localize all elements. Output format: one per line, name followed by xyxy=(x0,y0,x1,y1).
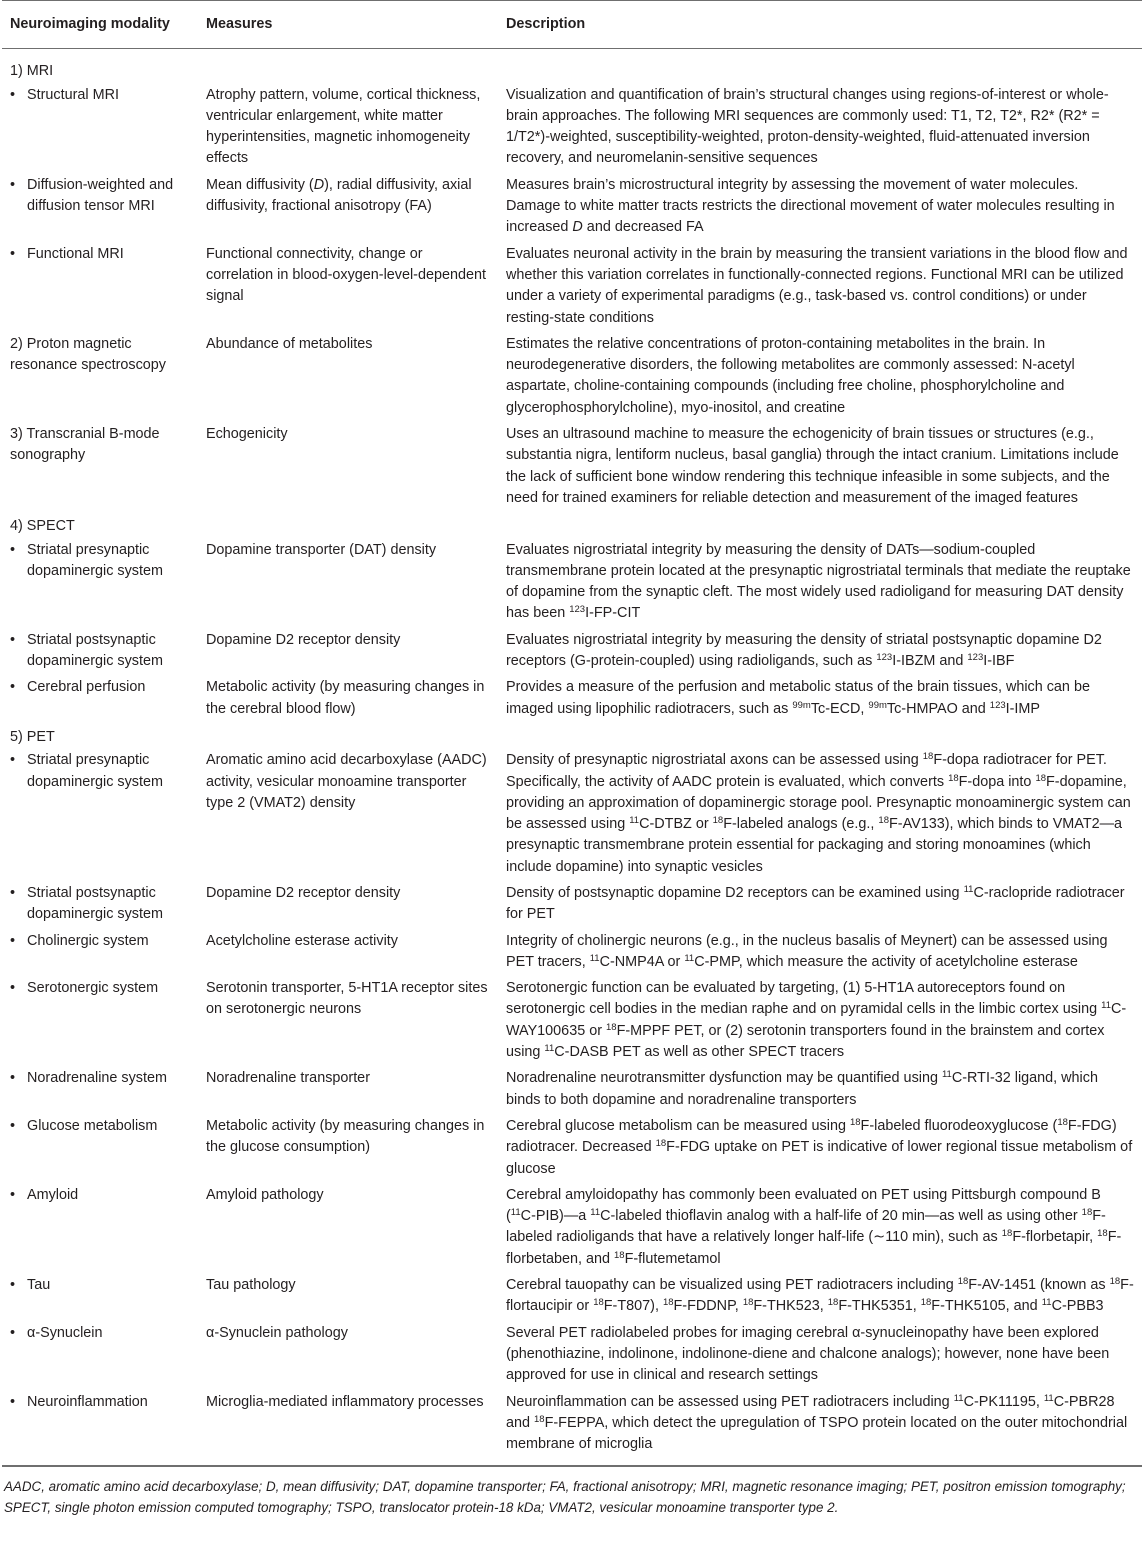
superscript: 99m xyxy=(792,699,811,711)
description-cell: Cerebral amyloidopathy has commonly been evaluated on PET using Pittsburgh compound B ($^{11}$C-PIB)—a $^{11}$C-labeled thioflavin analog with a half-life of 20 min—as well as using other $^{18}$F-labeled radioligands that have a relatively longer half-life (∼110 min), such as $^{18}$F-florbetapir, $^{18}$F-florbetaben, and $^{18}$F-flutemetamol xyxy=(506,1186,1122,1267)
table-row xyxy=(2,929,1142,977)
table-row xyxy=(2,1114,1142,1183)
superscript: 11 xyxy=(1041,1297,1052,1309)
modality-cell xyxy=(2,1183,198,1273)
table-footnote: AADC, aromatic amino acid decarboxylase; D, mean diffusivity; DAT, dopamine transporter; FA, fractional anisotropy; MRI, magnetic resonance imaging; PET, positron emission tomography; SPECT, single photon emission computed tomography; TSPO, translocator protein-18 kDa; VMAT2, vesicular monoamine transporter type 2. xyxy=(2,1466,1142,1517)
header-modality: Neuroimaging modality xyxy=(2,1,198,49)
superscript: 11 xyxy=(510,1207,521,1219)
description-cell: Integrity of cholinergic neurons (e.g., in the nucleus basalis of Meynert) can be assessed using PET tracers, $^{11}$C-NMP4A or $^{11}$C-PMP, which measure the activity of acetylcholine esterase xyxy=(506,932,1108,970)
table-row xyxy=(2,332,1142,422)
modality-cell xyxy=(2,332,198,422)
modality-label: 2) Proton magnetic resonance spectroscopy xyxy=(10,335,166,374)
table-row xyxy=(2,675,1142,723)
superscript: 11 xyxy=(1043,1392,1054,1404)
description-cell: Evaluates nigrostriatal integrity by measuring the density of striatal postsynaptic dopamine D2 receptors (G-protein-coupled) using radioligands, such as $^{123}$I-IBZM and $^{123}$I-IBF xyxy=(506,631,1102,670)
superscript: 18 xyxy=(920,1297,932,1309)
superscript: 18 xyxy=(655,1138,667,1150)
section-label: 1) MRI xyxy=(10,63,54,80)
description-cell: Evaluates neuronal activity in the brain by measuring the transient variations in the blood flow and whether this variation correlates in functionally-connected regions. Functional MRI can be utilized under a variety of experimental paradigms (e.g., task-based vs. control conditions) or under resting-state conditions xyxy=(506,245,1128,326)
table-row xyxy=(2,83,1142,173)
measures-cell: Serotonin transporter, 5-HT1A receptor sites on serotonergic neurons xyxy=(206,980,488,1018)
measures-cell: Dopamine D2 receptor density xyxy=(206,884,401,901)
italic-text: D xyxy=(572,219,583,236)
superscript: 11 xyxy=(590,1207,601,1219)
bulleted-modality-label: • Cerebral perfusion xyxy=(10,677,190,698)
superscript: 18 xyxy=(614,1249,625,1261)
table-header xyxy=(2,1,1142,49)
bulleted-modality-label: • Diffusion-weighted and diffusion tensor MRI xyxy=(10,175,190,218)
neuroimaging-table xyxy=(2,0,1142,1466)
superscript: 18 xyxy=(922,751,934,763)
section-row xyxy=(2,49,1142,83)
modality-cell xyxy=(2,1321,198,1390)
superscript: 11 xyxy=(589,952,600,964)
bulleted-modality-label: • Glucose metabolism xyxy=(10,1116,190,1137)
measures-cell: Echogenicity xyxy=(206,426,288,443)
description-cell: Uses an ultrasound machine to measure the echogenicity of brain tissues or structures (e.g., substantia nigra, lentiform nucleus, basal ganglia) through the intact cranium. Limitations include the lack of sufficient bone window rendering this technique infeasible in some subjects, and the need for trained examiners for reliable detection and measurement of the imaged features xyxy=(506,426,1119,506)
measures-cell: Metabolic activity (by measuring changes in the cerebral blood flow) xyxy=(206,679,485,717)
bulleted-modality-label: • Striatal presynaptic dopaminergic system xyxy=(10,750,190,793)
table-row xyxy=(2,538,1142,628)
superscript: 123 xyxy=(989,699,1006,711)
bulleted-modality-label: • Neuroinflammation xyxy=(10,1392,190,1413)
superscript: 123 xyxy=(569,604,586,616)
table-row xyxy=(2,1066,1142,1114)
modality-cell xyxy=(2,976,198,1066)
modality-cell xyxy=(2,1114,198,1183)
description-cell: Evaluates nigrostriatal integrity by measuring the density of DATs—sodium-coupled transmembrane protein located at the presynaptic nigrostriatal terminals that mediate the reuptake of dopamine from the synaptic cleft. The most widely used radioligand for measuring DAT density has been $^{123}$I-FP-CIT xyxy=(506,541,1131,622)
modality-cell xyxy=(2,173,198,242)
measures-cell: Mean diffusivity (D), radial diffusivity, axial diffusivity, fractional anisotropy (FA) xyxy=(206,176,472,215)
bulleted-modality-label: • Cholinergic system xyxy=(10,931,190,952)
description-cell: Cerebral tauopathy can be visualized using PET radiotracers including $^{18}$F-AV-1451 (known as $^{18}$F-flortaucipir or $^{18}$F-T807), $^{18}$F-FDDNP, $^{18}$F-THK523, $^{18}$F-THK5351, $^{18}$F-THK5105, and $^{11}$C-PBB3 xyxy=(506,1276,1134,1315)
measures-cell: Tau pathology xyxy=(206,1277,296,1294)
superscript: 18 xyxy=(534,1413,545,1425)
modality-cell xyxy=(2,929,198,977)
table-row xyxy=(2,1183,1142,1273)
measures-cell: Microglia-mediated inflammatory processes xyxy=(198,1390,498,1466)
superscript: 18 xyxy=(1097,1228,1108,1240)
bulleted-modality-label: • Serotonergic system xyxy=(10,978,190,999)
table-row xyxy=(2,976,1142,1066)
measures-cell: Functional connectivity, change or correlation in blood-oxygen-level-dependent signal xyxy=(206,245,486,305)
italic-text: D xyxy=(313,176,325,193)
bulleted-modality-label: • Functional MRI xyxy=(10,244,190,265)
measures-cell: Dopamine D2 receptor density xyxy=(206,631,401,648)
description-cell: Density of presynaptic nigrostriatal axons can be assessed using $^{18}$F-dopa radiotracer for PET. Specifically, the activity of AADC protein is evaluated, which converts $^{18}$F-dopa into $^{18}$F-dopamine, providing an approximation of dopaminergic storage pool. Presynaptic monoaminergic system can be assessed using $^{11}$C-DTBZ or $^{18}$F-labeled analogs (e.g., $^{18}$F-AV133), which binds to VMAT2—a presynaptic transmembrane protein essential for packaging and storing monoamines (which include dopamine) into synaptic vesicles xyxy=(506,751,1131,875)
superscript: 11 xyxy=(544,1043,555,1055)
table-body xyxy=(2,49,1142,1466)
modality-cell xyxy=(2,1273,198,1321)
description-cell: Several PET radiolabeled probes for imaging cerebral α-synucleinopathy have been explored (phenothiazine, indolinone, indolinone-diene and chalcone analogs); however, none have been approved for use in clinical and research settings xyxy=(506,1324,1110,1384)
modality-label: 3) Transcranial B-mode sonography xyxy=(10,426,160,464)
section-label: 5) PET xyxy=(10,728,55,745)
superscript: 18 xyxy=(827,1297,839,1309)
superscript: 11 xyxy=(941,1069,952,1081)
bulleted-modality-label: • Striatal postsynaptic dopaminergic system xyxy=(10,883,190,926)
table-row xyxy=(2,422,1142,512)
superscript: 123 xyxy=(876,652,893,664)
superscript: 18 xyxy=(606,1021,617,1033)
modality-cell xyxy=(2,628,198,676)
table-row xyxy=(2,628,1142,676)
bulleted-modality-label: • Striatal presynaptic dopaminergic system xyxy=(10,540,190,583)
superscript: 18 xyxy=(1035,772,1047,784)
bulleted-modality-label: • Amyloid xyxy=(10,1185,190,1206)
table-row xyxy=(2,173,1142,242)
superscript: 18 xyxy=(957,1276,969,1288)
superscript: 123 xyxy=(967,652,984,664)
measures-cell: Noradrenaline transporter xyxy=(206,1070,370,1087)
measures-cell: Abundance of metabolites xyxy=(206,335,373,352)
description-cell: Serotonergic function can be evaluated by targeting, (1) 5-HT1A autoreceptors found on serotonergic cell bodies in the median raphe and on pyramidal cells in the limbic cortex using $^{11}$C-WAY100635 or $^{18}$F-MPPF PET, or (2) serotonin transporters found in the brainstem and cortex using $^{11}$C-DASB PET as well as other SPECT tracers xyxy=(506,980,1127,1061)
measures-cell: Aromatic amino acid decarboxylase (AADC) activity, vesicular monoamine transporter type 2 (VMAT2) density xyxy=(206,752,487,811)
superscript: 99m xyxy=(868,699,887,711)
superscript: 11 xyxy=(953,1392,964,1404)
description-cell: Noradrenaline neurotransmitter dysfunction may be quantified using $^{11}$C-RTI-32 ligand, which binds to both dopamine and noradrenaline transporters xyxy=(506,1069,1098,1108)
modality-cell xyxy=(2,242,198,332)
superscript: 11 xyxy=(684,952,695,964)
bulleted-modality-label: • α-Synuclein xyxy=(10,1323,190,1344)
measures-cell: Atrophy pattern, volume, cortical thickness, ventricular enlargement, white matter hyperintensities, magnetic inhomogeneity effects xyxy=(206,86,481,167)
header-row xyxy=(2,1,1142,49)
table-row xyxy=(2,242,1142,332)
header-description: Description xyxy=(498,1,1142,49)
modality-cell xyxy=(2,83,198,173)
section-row xyxy=(2,512,1142,537)
description-cell: Cerebral glucose metabolism can be measured using $^{18}$F-labeled fluorodeoxyglucose ($^{18}$F-FDG) radiotracer. Decreased $^{18}$F-FDG uptake on PET is indicative of lower regional tissue metabolism of glucose xyxy=(506,1116,1133,1177)
description-cell: Provides a measure of the perfusion and metabolic status of the brain tissues, which can be imaged using lipophilic radiotracers, such as $^{99m}$Tc-ECD, $^{99m}$Tc-HMPAO and $^{123}$I-IMP xyxy=(506,679,1090,717)
measures-cell: Amyloid pathology xyxy=(206,1186,324,1203)
table-row xyxy=(2,748,1142,881)
bulleted-modality-label: • Striatal postsynaptic dopaminergic system xyxy=(10,630,190,673)
table-row xyxy=(2,1273,1142,1321)
superscript: 18 xyxy=(1109,1276,1121,1288)
bulleted-modality-label: • Noradrenaline system xyxy=(10,1068,190,1089)
modality-cell xyxy=(2,538,198,628)
description-cell: Estimates the relative concentrations of proton-containing metabolites in the brain. In neurodegenerative disorders, the following metabolites are commonly assessed: N-acetyl aspartate, choline-containing compounds (including free choline, phosphorylcholine and glycerophosphorylcholine), myo-inositol, and creatine xyxy=(506,335,1075,416)
modality-cell xyxy=(2,675,198,723)
modality-cell xyxy=(2,881,198,929)
description-cell: Measures brain’s microstructural integrity by assessing the movement of water molecules. Damage to white matter tracts restricts the directional movement of water molecules resulting in increased D and decreased FA xyxy=(506,176,1115,236)
superscript: 18 xyxy=(742,1297,754,1309)
superscript: 18 xyxy=(662,1297,674,1309)
modality-cell xyxy=(2,1066,198,1114)
header-measures: Measures xyxy=(198,1,498,49)
measures-cell: Metabolic activity (by measuring changes in the glucose consumption) xyxy=(206,1117,485,1156)
superscript: 18 xyxy=(849,1116,861,1128)
description-cell: Density of postsynaptic dopamine D2 receptors can be examined using $^{11}$C-raclopride radiotracer for PET xyxy=(506,883,1125,923)
measures-cell: α-Synuclein pathology xyxy=(206,1324,348,1341)
description-cell: Visualization and quantification of brain’s structural changes using regions-of-interest or whole-brain approaches. The following MRI sequences are commonly used: T1, T2, T2*, R2* (R2* = 1/T2*)-weighted, susceptibility-weighted, proton-density-weighted, fluid-attenuated inversion recovery, and neuromelanin-sensitive sequences xyxy=(506,86,1109,167)
modality-cell xyxy=(2,422,198,512)
superscript: 18 xyxy=(712,815,724,827)
description-cell: Neuroinflammation can be assessed using PET radiotracers including $^{11}$C-PK11195, $^{11}$C-PBR28 and $^{18}$F-FEPPA, which detect the upregulation of TSPO protein located on the outer mitochondrial membrane of microglia xyxy=(498,1390,1142,1466)
measures-cell: Dopamine transporter (DAT) density xyxy=(206,541,437,558)
superscript: 18 xyxy=(593,1297,604,1309)
superscript: 11 xyxy=(963,883,974,895)
table-row xyxy=(2,1321,1142,1390)
section-label: 4) SPECT xyxy=(10,518,75,535)
modality-cell xyxy=(2,748,198,881)
superscript: 11 xyxy=(629,815,640,827)
superscript: 11 xyxy=(1101,1000,1112,1012)
table-row xyxy=(2,881,1142,929)
superscript: 18 xyxy=(1001,1228,1013,1240)
superscript: 18 xyxy=(1057,1116,1068,1128)
modality-cell xyxy=(2,1390,198,1466)
table-row xyxy=(2,1390,1142,1466)
superscript: 18 xyxy=(948,772,959,784)
superscript: 18 xyxy=(878,815,889,827)
bulleted-modality-label: • Structural MRI xyxy=(10,85,190,106)
bulleted-modality-label: • Tau xyxy=(10,1275,190,1296)
measures-cell: Acetylcholine esterase activity xyxy=(206,932,398,949)
section-row xyxy=(2,723,1142,748)
superscript: 18 xyxy=(1081,1207,1093,1219)
